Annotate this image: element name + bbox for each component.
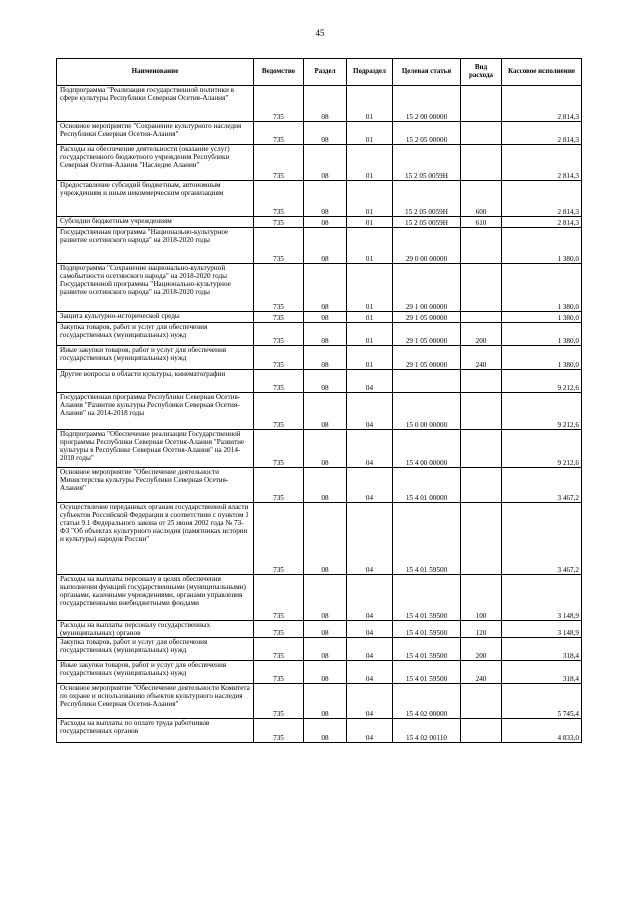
row-expense-type: 610 bbox=[461, 217, 502, 228]
table-row bbox=[57, 430, 582, 468]
row-amount: 4 833,0 bbox=[502, 719, 582, 743]
row-target-article: 15 2 00 00000 bbox=[393, 86, 461, 122]
row-name: Субсидии бюджетным учреждениям bbox=[57, 217, 254, 228]
table-row bbox=[57, 393, 582, 430]
row-target-article: 29 1 00 00000 bbox=[393, 264, 461, 312]
row-subsection: 04 bbox=[347, 393, 393, 430]
row-subsection: 04 bbox=[347, 638, 393, 661]
table-row bbox=[57, 575, 582, 621]
row-department: 735 bbox=[254, 86, 304, 122]
row-name: Защита культурно-исторической среды bbox=[57, 312, 254, 323]
row-amount: 318,4 bbox=[502, 638, 582, 661]
row-expense-type bbox=[461, 264, 502, 312]
row-target-article: 15 4 01 00000 bbox=[393, 468, 461, 503]
row-subsection: 04 bbox=[347, 575, 393, 621]
row-section: 08 bbox=[304, 719, 347, 743]
row-expense-type: 240 bbox=[461, 346, 502, 370]
table-row bbox=[57, 181, 582, 217]
row-section: 08 bbox=[304, 621, 347, 638]
row-target-article: 15 0 00 00000 bbox=[393, 393, 461, 430]
table-row bbox=[57, 719, 582, 743]
row-department: 735 bbox=[254, 393, 304, 430]
row-amount: 1 380,0 bbox=[502, 323, 582, 346]
table-header-row bbox=[57, 59, 582, 86]
row-expense-type: 100 bbox=[461, 575, 502, 621]
table-row bbox=[57, 638, 582, 661]
row-name: Государственная программа Республики Северная Осетия-Алания "Развитие культуры Республики Северная Осетия-Алания" на 2014-2018 годы bbox=[57, 393, 254, 430]
row-section: 08 bbox=[304, 122, 347, 145]
row-amount: 1 380,0 bbox=[502, 264, 582, 312]
row-expense-type bbox=[461, 503, 502, 575]
row-department: 735 bbox=[254, 468, 304, 503]
row-name: Закупка товаров, работ и услуг для обеспечения государственных (муниципальных) нужд bbox=[57, 323, 254, 346]
row-section: 08 bbox=[304, 86, 347, 122]
header-cash-execution: Кассовое исполнение bbox=[502, 59, 582, 86]
row-department: 735 bbox=[254, 430, 304, 468]
row-target-article: 15 2 05 0059Н bbox=[393, 217, 461, 228]
row-name: Подпрограмма "Реализация государственной политики в сфере культуры Республики Северная Осетия-Алания" bbox=[57, 86, 254, 122]
row-target-article bbox=[393, 370, 461, 393]
row-section: 08 bbox=[304, 181, 347, 217]
row-department: 735 bbox=[254, 719, 304, 743]
row-amount: 2 814,3 bbox=[502, 217, 582, 228]
header-target-article: Целевая статья bbox=[393, 59, 461, 86]
row-subsection: 04 bbox=[347, 468, 393, 503]
row-target-article: 15 2 05 0059Н bbox=[393, 145, 461, 181]
row-expense-type bbox=[461, 228, 502, 264]
row-department: 735 bbox=[254, 621, 304, 638]
row-subsection: 04 bbox=[347, 719, 393, 743]
row-department: 735 bbox=[254, 661, 304, 684]
table-row bbox=[57, 468, 582, 503]
row-name: Основное мероприятие "Обеспечение деятельности Комитета по охране и использованию объектов культурного наследия Республики Северная Осетия-Алания" bbox=[57, 684, 254, 719]
row-amount: 3 148,9 bbox=[502, 621, 582, 638]
row-department: 735 bbox=[254, 122, 304, 145]
row-department: 735 bbox=[254, 503, 304, 575]
row-amount: 1 380,0 bbox=[502, 312, 582, 323]
row-target-article: 15 4 02 00000 bbox=[393, 684, 461, 719]
row-target-article: 15 4 00 00000 bbox=[393, 430, 461, 468]
row-name: Иные закупки товаров, работ и услуг для обеспечения государственных (муниципальных) нужд bbox=[57, 661, 254, 684]
row-expense-type: 240 bbox=[461, 661, 502, 684]
row-section: 08 bbox=[304, 638, 347, 661]
row-department: 735 bbox=[254, 264, 304, 312]
row-section: 08 bbox=[304, 430, 347, 468]
row-subsection: 01 bbox=[347, 122, 393, 145]
row-section: 08 bbox=[304, 393, 347, 430]
row-target-article: 29 1 05 00000 bbox=[393, 346, 461, 370]
row-name: Подпрограмма "Обеспечение реализации Государственной программы Республики Северная Осетия-Алания "Развитие культуры в Республике Северная Осетия-Алания" на 2014-2018 годы" bbox=[57, 430, 254, 468]
row-section: 08 bbox=[304, 661, 347, 684]
row-subsection: 04 bbox=[347, 684, 393, 719]
row-name: Подпрограмма "Сохранение национально-культурной самобытности осетинского народа" на 2018-2020 годы Государственной программы "Национально-культурное развитие осетинского народа" на 2018-2020 годы bbox=[57, 264, 254, 312]
row-subsection: 01 bbox=[347, 86, 393, 122]
header-department: Ведомство bbox=[254, 59, 304, 86]
row-expense-type bbox=[461, 430, 502, 468]
row-amount: 9 212,6 bbox=[502, 370, 582, 393]
row-section: 08 bbox=[304, 346, 347, 370]
row-subsection: 04 bbox=[347, 621, 393, 638]
row-expense-type: 600 bbox=[461, 181, 502, 217]
row-department: 735 bbox=[254, 638, 304, 661]
row-name: Расходы на выплаты персоналу государственных (муниципальных) органов bbox=[57, 621, 254, 638]
row-section: 08 bbox=[304, 312, 347, 323]
table-row bbox=[57, 684, 582, 719]
row-department: 735 bbox=[254, 575, 304, 621]
row-subsection: 04 bbox=[347, 430, 393, 468]
row-amount: 2 814,3 bbox=[502, 86, 582, 122]
row-section: 08 bbox=[304, 370, 347, 393]
row-section: 08 bbox=[304, 145, 347, 181]
row-name: Осуществление переданных органам государственной власти субъектов Российской Федерации в соответствии с пунктом 1 статьи 9.1 Федерального закона от 25 июня 2002 года № 73-ФЗ "Об объектах культурного наследия (памятниках истории и культуры) народов России" bbox=[57, 503, 254, 575]
row-expense-type bbox=[461, 312, 502, 323]
table-row bbox=[57, 323, 582, 346]
table-row bbox=[57, 145, 582, 181]
row-target-article: 15 4 01 59500 bbox=[393, 661, 461, 684]
table-row bbox=[57, 621, 582, 638]
row-expense-type bbox=[461, 684, 502, 719]
row-expense-type: 120 bbox=[461, 621, 502, 638]
row-subsection: 04 bbox=[347, 370, 393, 393]
table-row bbox=[57, 370, 582, 393]
row-subsection: 01 bbox=[347, 181, 393, 217]
row-amount: 1 380,0 bbox=[502, 346, 582, 370]
row-section: 08 bbox=[304, 217, 347, 228]
row-amount: 1 380,0 bbox=[502, 228, 582, 264]
row-department: 735 bbox=[254, 323, 304, 346]
header-expense-type: Вид расхода bbox=[461, 59, 502, 86]
row-target-article: 15 4 01 59500 bbox=[393, 503, 461, 575]
row-department: 735 bbox=[254, 181, 304, 217]
table-row bbox=[57, 312, 582, 323]
row-subsection: 01 bbox=[347, 323, 393, 346]
table-row bbox=[57, 503, 582, 575]
table-row bbox=[57, 86, 582, 122]
row-expense-type bbox=[461, 719, 502, 743]
row-department: 735 bbox=[254, 684, 304, 719]
row-section: 08 bbox=[304, 264, 347, 312]
page-number: 45 bbox=[315, 28, 325, 38]
row-name: Расходы на обеспечение деятельности (оказание услуг) государственного бюджетного учреждения Республики Северная Осетия-Алания "Наследие Алании" bbox=[57, 145, 254, 181]
row-name: Государственная программа "Национально-культурное развитие осетинского народа" на 2018-2020 годы bbox=[57, 228, 254, 264]
row-name: Предоставление субсидий бюджетным, автономным учреждениям и иным некоммерческим организациям bbox=[57, 181, 254, 217]
row-name: Основное мероприятие "Сохранение культурного наследия Республики Северная Осетия-Алания" bbox=[57, 122, 254, 145]
table-row bbox=[57, 264, 582, 312]
row-expense-type bbox=[461, 86, 502, 122]
table-row bbox=[57, 228, 582, 264]
row-department: 735 bbox=[254, 228, 304, 264]
row-subsection: 01 bbox=[347, 145, 393, 181]
row-expense-type bbox=[461, 145, 502, 181]
row-section: 08 bbox=[304, 503, 347, 575]
row-name: Расходы на выплаты персоналу в целях обеспечения выполнения функций государственными (муниципальными) органами, казенными учреждениями, органами управления государственными внебюджетными фондами bbox=[57, 575, 254, 621]
header-section: Раздел bbox=[304, 59, 347, 86]
row-name: Закупка товаров, работ и услуг для обеспечения государственных (муниципальных) нужд bbox=[57, 638, 254, 661]
row-target-article: 15 4 01 59500 bbox=[393, 638, 461, 661]
table-row bbox=[57, 661, 582, 684]
table-row bbox=[57, 217, 582, 228]
row-section: 08 bbox=[304, 228, 347, 264]
row-amount: 3 148,9 bbox=[502, 575, 582, 621]
row-target-article: 15 4 01 59500 bbox=[393, 575, 461, 621]
row-amount: 9 212,6 bbox=[502, 430, 582, 468]
row-name: Иные закупки товаров, работ и услуг для обеспечения государственных (муниципальных) нужд bbox=[57, 346, 254, 370]
row-subsection: 04 bbox=[347, 503, 393, 575]
row-amount: 3 467,2 bbox=[502, 503, 582, 575]
row-expense-type bbox=[461, 468, 502, 503]
row-expense-type bbox=[461, 370, 502, 393]
row-amount: 318,4 bbox=[502, 661, 582, 684]
row-expense-type bbox=[461, 393, 502, 430]
table-row bbox=[57, 346, 582, 370]
row-subsection: 01 bbox=[347, 228, 393, 264]
row-amount: 2 814,3 bbox=[502, 122, 582, 145]
row-amount: 3 467,2 bbox=[502, 468, 582, 503]
row-subsection: 01 bbox=[347, 346, 393, 370]
budget-table bbox=[56, 58, 582, 743]
row-department: 735 bbox=[254, 346, 304, 370]
row-department: 735 bbox=[254, 312, 304, 323]
row-department: 735 bbox=[254, 217, 304, 228]
row-amount: 9 212,6 bbox=[502, 393, 582, 430]
row-name: Расходы на выплаты по оплате труда работников государственных органов bbox=[57, 719, 254, 743]
row-target-article: 29 1 05 00000 bbox=[393, 323, 461, 346]
row-target-article: 15 4 02 00110 bbox=[393, 719, 461, 743]
row-section: 08 bbox=[304, 684, 347, 719]
row-target-article: 29 1 05 00000 bbox=[393, 312, 461, 323]
row-amount: 2 814,3 bbox=[502, 181, 582, 217]
row-expense-type bbox=[461, 122, 502, 145]
header-subsection: Подраздел bbox=[347, 59, 393, 86]
row-name: Другие вопросы в области культуры, кинематографии bbox=[57, 370, 254, 393]
row-target-article: 15 2 05 0059Н bbox=[393, 181, 461, 217]
row-target-article: 15 4 01 59500 bbox=[393, 621, 461, 638]
row-amount: 5 745,4 bbox=[502, 684, 582, 719]
row-subsection: 01 bbox=[347, 264, 393, 312]
header-name: Наименование bbox=[57, 59, 254, 86]
row-amount: 2 814,3 bbox=[502, 145, 582, 181]
row-section: 08 bbox=[304, 575, 347, 621]
table-row bbox=[57, 122, 582, 145]
row-subsection: 01 bbox=[347, 312, 393, 323]
row-target-article: 15 2 05 00000 bbox=[393, 122, 461, 145]
row-section: 08 bbox=[304, 323, 347, 346]
row-subsection: 01 bbox=[347, 217, 393, 228]
row-section: 08 bbox=[304, 468, 347, 503]
row-expense-type: 200 bbox=[461, 323, 502, 346]
row-expense-type: 200 bbox=[461, 638, 502, 661]
row-department: 735 bbox=[254, 145, 304, 181]
row-subsection: 04 bbox=[347, 661, 393, 684]
row-name: Основное мероприятие "Обеспечение деятельности Министерства культуры Республики Северная Осетия-Алания" bbox=[57, 468, 254, 503]
row-target-article: 29 0 00 00000 bbox=[393, 228, 461, 264]
row-department: 735 bbox=[254, 370, 304, 393]
